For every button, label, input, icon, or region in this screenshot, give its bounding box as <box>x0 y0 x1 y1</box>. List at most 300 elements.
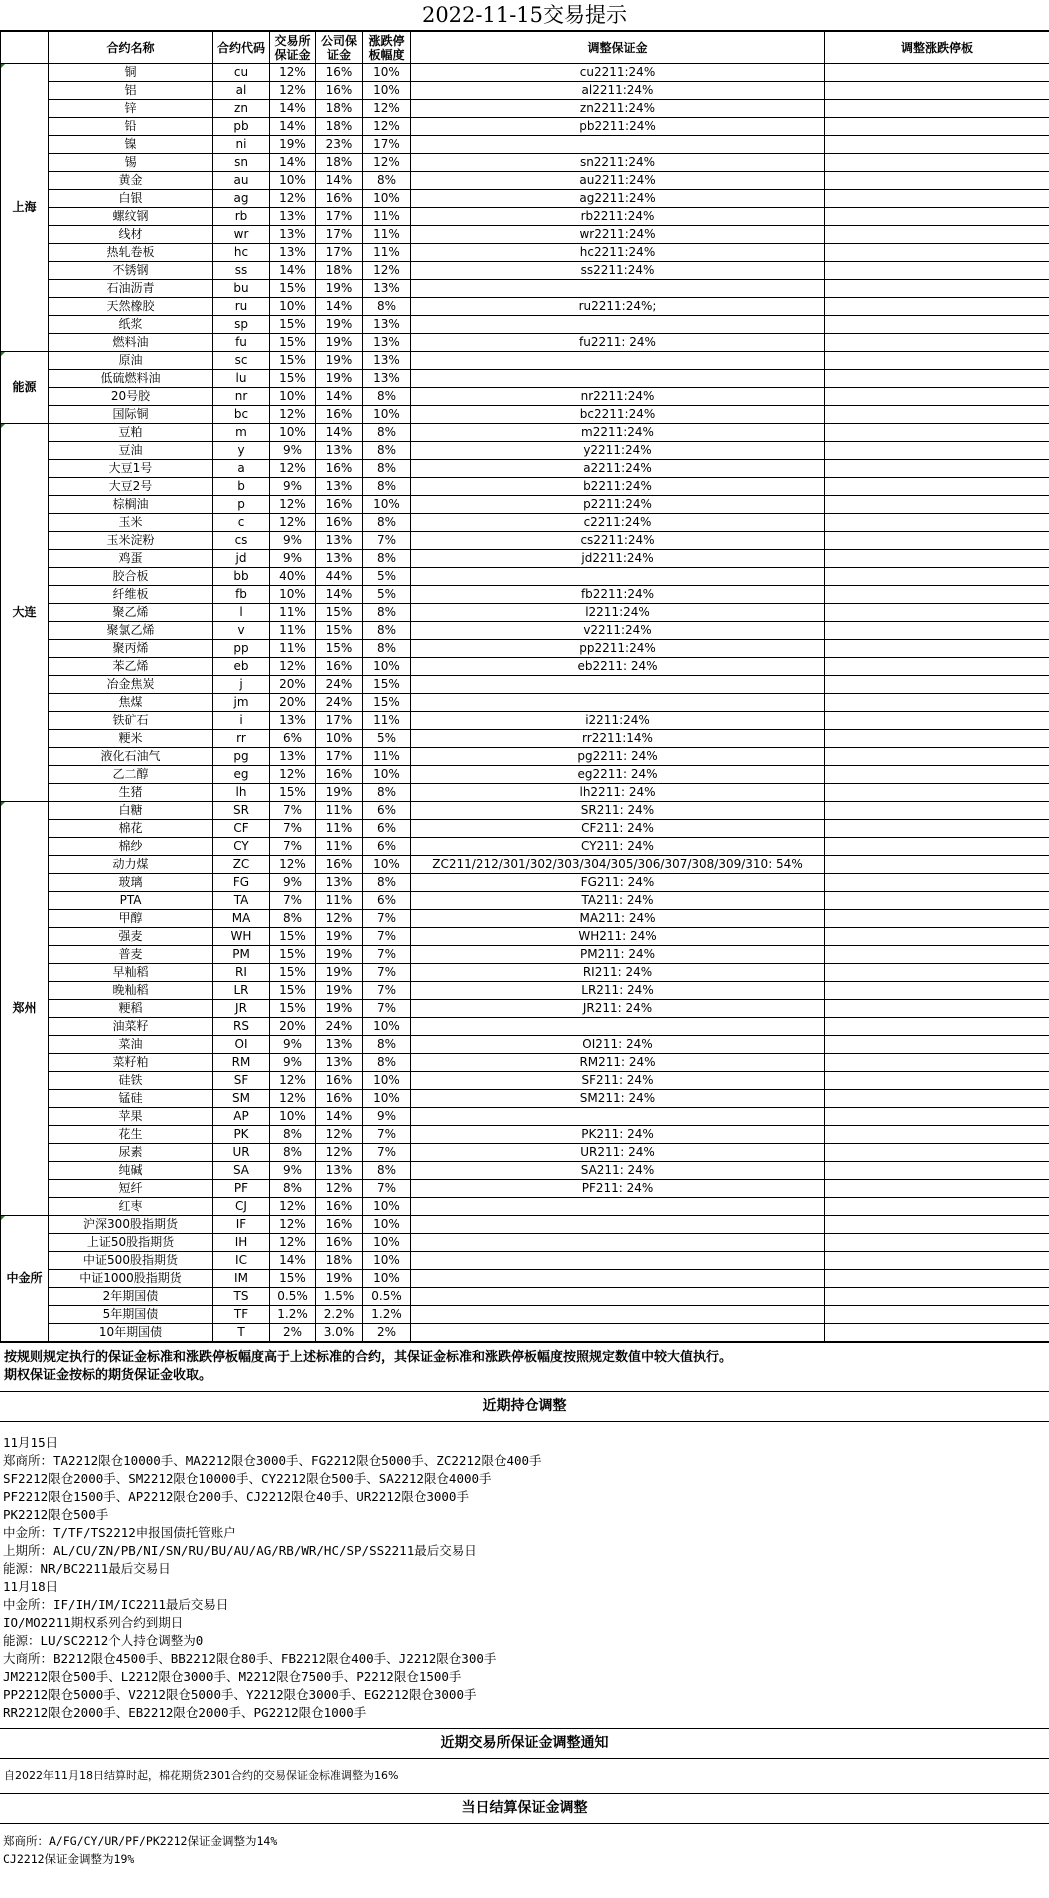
contract-name-cell: 纯碱 <box>49 1162 213 1180</box>
exchange-margin-cell: 11% <box>270 640 316 658</box>
contract-name-cell: 液化石油气 <box>49 748 213 766</box>
exchange-margin-cell: 15% <box>270 784 316 802</box>
exchange-notice-text: 自2022年11月18日结算时起，棉花期货2301合约的交易保证金标准调整为16% <box>4 1769 399 1782</box>
exchange-margin-cell: 2% <box>270 1324 316 1342</box>
contract-name-cell: 铝 <box>49 82 213 100</box>
adjusted-margin-cell: PK211: 24% <box>411 1126 825 1144</box>
table-row <box>1 226 1049 244</box>
contract-name-cell: 上证50股指期货 <box>49 1234 213 1252</box>
contract-code-cell: eg <box>213 766 270 784</box>
contract-name-cell: 苹果 <box>49 1108 213 1126</box>
contract-code-cell: CY <box>213 838 270 856</box>
company-margin-cell: 19% <box>316 784 363 802</box>
adjusted-limit-cell <box>825 748 1049 766</box>
exchange-label: 大连 <box>1 424 49 802</box>
exchange-margin-cell: 20% <box>270 694 316 712</box>
price-limit-cell: 10% <box>363 1252 411 1270</box>
adjusted-margin-cell <box>411 1018 825 1036</box>
contract-code-cell: cu <box>213 64 270 82</box>
adjusted-margin-cell <box>411 352 825 370</box>
contract-code-cell: pb <box>213 118 270 136</box>
adjusted-limit-cell <box>825 226 1049 244</box>
adjusted-limit-cell <box>825 352 1049 370</box>
contract-code-cell: ZC <box>213 856 270 874</box>
price-limit-cell: 12% <box>363 262 411 280</box>
contract-code-cell: T <box>213 1324 270 1342</box>
price-limit-cell: 10% <box>363 406 411 424</box>
adjusted-margin-cell: ru2211:24%; <box>411 298 825 316</box>
price-limit-cell: 8% <box>363 298 411 316</box>
price-limit-cell: 11% <box>363 748 411 766</box>
adjusted-limit-cell <box>825 856 1049 874</box>
exchange-margin-cell: 10% <box>270 172 316 190</box>
price-limit-cell: 8% <box>363 784 411 802</box>
exchange-margin-cell: 6% <box>270 730 316 748</box>
adjusted-limit-cell <box>825 1252 1049 1270</box>
exchange-margin-cell: 12% <box>270 1072 316 1090</box>
adjusted-margin-cell <box>411 1270 825 1288</box>
company-margin-cell: 10% <box>316 730 363 748</box>
contract-name-cell: 大豆1号 <box>49 460 213 478</box>
table-row <box>1 874 1049 892</box>
exchange-margin-cell: 10% <box>270 586 316 604</box>
table-row <box>1 1324 1049 1342</box>
adjusted-margin-cell <box>411 370 825 388</box>
contract-name-cell: 中证500股指期货 <box>49 1252 213 1270</box>
price-limit-cell: 13% <box>363 280 411 298</box>
price-limit-cell: 8% <box>363 1036 411 1054</box>
position-adjust-content <box>0 1422 1049 1728</box>
price-limit-cell: 1.2% <box>363 1306 411 1324</box>
company-margin-cell: 18% <box>316 1252 363 1270</box>
company-margin-cell: 18% <box>316 100 363 118</box>
price-limit-cell: 11% <box>363 244 411 262</box>
contract-name-cell: 聚丙烯 <box>49 640 213 658</box>
exchange-margin-cell: 9% <box>270 1054 316 1072</box>
adjusted-limit-cell <box>825 676 1049 694</box>
exchange-margin-cell: 13% <box>270 244 316 262</box>
position-adjust-line: PK2212限仓500手 <box>3 1507 109 1522</box>
contract-name-cell: 粳米 <box>49 730 213 748</box>
contract-name-cell: 锡 <box>49 154 213 172</box>
adjusted-limit-cell <box>825 712 1049 730</box>
price-limit-cell: 11% <box>363 712 411 730</box>
exchange-margin-cell: 7% <box>270 820 316 838</box>
adjusted-limit-cell <box>825 1144 1049 1162</box>
adjusted-limit-cell <box>825 1288 1049 1306</box>
price-limit-cell: 7% <box>363 946 411 964</box>
company-margin-cell: 14% <box>316 172 363 190</box>
adjusted-margin-cell: sn2211:24% <box>411 154 825 172</box>
exchange-margin-cell: 14% <box>270 100 316 118</box>
adjusted-limit-cell <box>825 766 1049 784</box>
adjusted-limit-cell <box>825 64 1049 82</box>
price-limit-cell: 7% <box>363 910 411 928</box>
price-limit-cell: 2% <box>363 1324 411 1342</box>
table-row <box>1 892 1049 910</box>
contract-name-cell: 原油 <box>49 352 213 370</box>
table-row <box>1 730 1049 748</box>
settlement-adjust-heading: 当日结算保证金调整 <box>0 1793 1049 1824</box>
exchange-margin-cell: 1.2% <box>270 1306 316 1324</box>
contract-code-cell: UR <box>213 1144 270 1162</box>
exchange-margin-cell: 20% <box>270 676 316 694</box>
contract-name-cell: 普麦 <box>49 946 213 964</box>
adjusted-margin-cell: ag2211:24% <box>411 190 825 208</box>
adjusted-margin-cell: fu2211: 24% <box>411 334 825 352</box>
company-margin-cell: 16% <box>316 514 363 532</box>
table-row <box>1 910 1049 928</box>
contract-name-cell: 石油沥青 <box>49 280 213 298</box>
contract-code-cell: FG <box>213 874 270 892</box>
table-row <box>1 118 1049 136</box>
contract-code-cell: fu <box>213 334 270 352</box>
adjusted-limit-cell <box>825 316 1049 334</box>
contract-code-cell: pp <box>213 640 270 658</box>
adjusted-margin-cell: a2211:24% <box>411 460 825 478</box>
exchange-label: 上海 <box>1 64 49 352</box>
adjusted-margin-cell: PF211: 24% <box>411 1180 825 1198</box>
contract-code-cell: sc <box>213 352 270 370</box>
settlement-adjust-content <box>0 1824 1049 1874</box>
adjusted-limit-cell <box>825 1180 1049 1198</box>
adjusted-margin-cell: au2211:24% <box>411 172 825 190</box>
adjusted-margin-cell <box>411 136 825 154</box>
table-row <box>1 1234 1049 1252</box>
company-margin-cell: 14% <box>316 298 363 316</box>
adjusted-margin-cell: ss2211:24% <box>411 262 825 280</box>
company-margin-cell: 16% <box>316 1090 363 1108</box>
table-row <box>1 622 1049 640</box>
adjusted-limit-cell <box>825 478 1049 496</box>
adjusted-limit-cell <box>825 784 1049 802</box>
exchange-margin-cell: 12% <box>270 460 316 478</box>
table-row <box>1 1126 1049 1144</box>
exchange-margin-cell: 15% <box>270 280 316 298</box>
position-adjust-line: JM2212限仓500手、L2212限仓3000手、M2212限仓7500手、P2212限仓1500手 <box>3 1669 462 1684</box>
exchange-margin-cell: 11% <box>270 622 316 640</box>
table-row <box>1 460 1049 478</box>
table-row <box>1 1162 1049 1180</box>
contract-name-cell: 纤维板 <box>49 586 213 604</box>
adjusted-limit-cell <box>825 820 1049 838</box>
price-limit-cell: 10% <box>363 1090 411 1108</box>
exchange-margin-cell: 15% <box>270 946 316 964</box>
company-margin-cell: 16% <box>316 190 363 208</box>
exchange-margin-cell: 12% <box>270 496 316 514</box>
price-limit-cell: 10% <box>363 82 411 100</box>
company-margin-cell: 13% <box>316 550 363 568</box>
table-row <box>1 388 1049 406</box>
table-row <box>1 1072 1049 1090</box>
adjusted-margin-cell: zn2211:24% <box>411 100 825 118</box>
exchange-margin-cell: 12% <box>270 766 316 784</box>
company-margin-cell: 15% <box>316 622 363 640</box>
contract-code-cell: i <box>213 712 270 730</box>
adjusted-limit-cell <box>825 1054 1049 1072</box>
contract-name-cell: 粳稻 <box>49 1000 213 1018</box>
company-margin-cell: 11% <box>316 892 363 910</box>
company-margin-cell: 16% <box>316 460 363 478</box>
contract-code-cell: IH <box>213 1234 270 1252</box>
adjusted-limit-cell <box>825 622 1049 640</box>
exchange-margin-cell: 12% <box>270 514 316 532</box>
adjusted-limit-cell <box>825 1162 1049 1180</box>
exchange-margin-cell: 15% <box>270 964 316 982</box>
adjusted-margin-cell: JR211: 24% <box>411 1000 825 1018</box>
exchange-margin-cell: 11% <box>270 604 316 622</box>
adjusted-margin-cell: eg2211: 24% <box>411 766 825 784</box>
exchange-margin-cell: 13% <box>270 712 316 730</box>
contract-name-cell: 5年期国债 <box>49 1306 213 1324</box>
price-limit-cell: 10% <box>363 1018 411 1036</box>
adjusted-limit-cell <box>825 298 1049 316</box>
contract-name-cell: 热轧卷板 <box>49 244 213 262</box>
company-margin-cell: 16% <box>316 496 363 514</box>
contract-code-cell: TS <box>213 1288 270 1306</box>
exchange-margin-cell: 12% <box>270 1198 316 1216</box>
adjusted-margin-cell: PM211: 24% <box>411 946 825 964</box>
contract-code-cell: au <box>213 172 270 190</box>
contract-code-cell: PF <box>213 1180 270 1198</box>
table-row <box>1 424 1049 442</box>
price-limit-cell: 13% <box>363 370 411 388</box>
contract-name-cell: 棉纱 <box>49 838 213 856</box>
adjusted-margin-cell: eb2211: 24% <box>411 658 825 676</box>
adjusted-margin-cell: RI211: 24% <box>411 964 825 982</box>
company-margin-cell: 16% <box>316 1234 363 1252</box>
contract-code-cell: rb <box>213 208 270 226</box>
table-row <box>1 1108 1049 1126</box>
page-title: 2022-11-15交易提示 <box>0 0 1049 31</box>
adjusted-margin-cell: RM211: 24% <box>411 1054 825 1072</box>
exchange-margin-cell: 8% <box>270 1180 316 1198</box>
settlement-adjust-line: 郑商所：A/FG/CY/UR/PF/PK2212保证金调整为14% <box>3 1834 278 1848</box>
adjusted-limit-cell <box>825 532 1049 550</box>
company-margin-cell: 16% <box>316 64 363 82</box>
exchange-margin-cell: 9% <box>270 1162 316 1180</box>
contract-code-cell: eb <box>213 658 270 676</box>
table-row <box>1 262 1049 280</box>
contract-code-cell: sn <box>213 154 270 172</box>
exchange-margin-cell: 9% <box>270 550 316 568</box>
adjusted-limit-cell <box>825 388 1049 406</box>
table-row <box>1 964 1049 982</box>
exchange-margin-cell: 15% <box>270 334 316 352</box>
adjusted-limit-cell <box>825 1324 1049 1342</box>
company-margin-cell: 17% <box>316 226 363 244</box>
contract-code-cell: l <box>213 604 270 622</box>
table-row <box>1 928 1049 946</box>
exchange-margin-cell: 15% <box>270 928 316 946</box>
price-limit-cell: 7% <box>363 1000 411 1018</box>
table-row <box>1 784 1049 802</box>
contract-code-cell: v <box>213 622 270 640</box>
company-margin-cell: 15% <box>316 604 363 622</box>
adjusted-limit-cell <box>825 730 1049 748</box>
adjusted-limit-cell <box>825 208 1049 226</box>
adjusted-margin-cell: pb2211:24% <box>411 118 825 136</box>
company-margin-cell: 11% <box>316 838 363 856</box>
adjusted-margin-cell <box>411 1216 825 1234</box>
price-limit-cell: 10% <box>363 1072 411 1090</box>
company-margin-cell: 16% <box>316 1198 363 1216</box>
contract-code-cell: a <box>213 460 270 478</box>
company-margin-cell: 24% <box>316 694 363 712</box>
exchange-margin-cell: 14% <box>270 118 316 136</box>
table-row <box>1 1036 1049 1054</box>
exchange-label: 中金所 <box>1 1216 49 1342</box>
adjusted-limit-cell <box>825 118 1049 136</box>
price-limit-cell: 8% <box>363 442 411 460</box>
contract-name-cell: 苯乙烯 <box>49 658 213 676</box>
contract-code-cell: nr <box>213 388 270 406</box>
exchange-margin-cell: 14% <box>270 154 316 172</box>
contract-name-cell: 白糖 <box>49 802 213 820</box>
adjusted-margin-cell: bc2211:24% <box>411 406 825 424</box>
position-adjust-line: 中金所：T/TF/TS2212申报国债托管账户 <box>3 1525 236 1540</box>
price-limit-cell: 5% <box>363 730 411 748</box>
contract-code-cell: c <box>213 514 270 532</box>
contract-code-cell: p <box>213 496 270 514</box>
price-limit-cell: 8% <box>363 874 411 892</box>
exchange-margin-cell: 12% <box>270 190 316 208</box>
position-adjust-line: PF2212限仓1500手、AP2212限仓200手、CJ2212限仓40手、UR2212限仓3000手 <box>3 1489 469 1504</box>
adjusted-margin-cell: cs2211:24% <box>411 532 825 550</box>
contract-code-cell: IM <box>213 1270 270 1288</box>
adjusted-margin-cell <box>411 1198 825 1216</box>
contract-code-cell: sp <box>213 316 270 334</box>
contract-name-cell: 棉花 <box>49 820 213 838</box>
position-adjust-line: 大商所：B2212限仓4500手、BB2212限仓80手、FB2212限仓400手、J2212限仓300手 <box>3 1651 497 1666</box>
adjusted-margin-cell: hc2211:24% <box>411 244 825 262</box>
adjusted-margin-cell <box>411 1306 825 1324</box>
table-row <box>1 802 1049 820</box>
company-margin-cell: 18% <box>316 118 363 136</box>
company-margin-cell: 14% <box>316 586 363 604</box>
price-limit-cell: 8% <box>363 604 411 622</box>
contract-name-cell: 不锈钢 <box>49 262 213 280</box>
price-limit-cell: 12% <box>363 100 411 118</box>
contract-code-cell: PK <box>213 1126 270 1144</box>
contract-name-cell: 线材 <box>49 226 213 244</box>
table-row <box>1 172 1049 190</box>
contract-name-cell: 胶合板 <box>49 568 213 586</box>
adjusted-margin-cell: SF211: 24% <box>411 1072 825 1090</box>
company-margin-cell: 13% <box>316 1054 363 1072</box>
adjusted-limit-cell <box>825 514 1049 532</box>
price-limit-cell: 10% <box>363 658 411 676</box>
adjusted-margin-cell: TA211: 24% <box>411 892 825 910</box>
table-row <box>1 154 1049 172</box>
adjusted-limit-cell <box>825 838 1049 856</box>
price-limit-cell: 8% <box>363 424 411 442</box>
price-limit-cell: 13% <box>363 334 411 352</box>
company-margin-cell: 17% <box>316 208 363 226</box>
price-limit-cell: 10% <box>363 496 411 514</box>
table-row <box>1 244 1049 262</box>
table-row <box>1 1000 1049 1018</box>
company-margin-cell: 19% <box>316 334 363 352</box>
contract-code-cell: AP <box>213 1108 270 1126</box>
adjusted-limit-cell <box>825 910 1049 928</box>
company-margin-cell: 11% <box>316 802 363 820</box>
contract-code-cell: SM <box>213 1090 270 1108</box>
contract-name-cell: 纸浆 <box>49 316 213 334</box>
contract-name-cell: 早籼稻 <box>49 964 213 982</box>
price-limit-cell: 10% <box>363 64 411 82</box>
contract-name-cell: 红枣 <box>49 1198 213 1216</box>
contract-code-cell: LR <box>213 982 270 1000</box>
company-margin-cell: 1.5% <box>316 1288 363 1306</box>
contract-name-cell: 天然橡胶 <box>49 298 213 316</box>
price-limit-cell: 6% <box>363 838 411 856</box>
adjusted-limit-cell <box>825 154 1049 172</box>
adjusted-limit-cell <box>825 496 1049 514</box>
contract-code-cell: jd <box>213 550 270 568</box>
contract-name-cell: 鸡蛋 <box>49 550 213 568</box>
contract-name-cell: 大豆2号 <box>49 478 213 496</box>
exchange-margin-cell: 13% <box>270 208 316 226</box>
column-header: 涨跌停板幅度 <box>363 32 411 64</box>
table-row <box>1 352 1049 370</box>
company-margin-cell: 19% <box>316 1270 363 1288</box>
contract-code-cell: ss <box>213 262 270 280</box>
price-limit-cell: 15% <box>363 676 411 694</box>
contract-code-cell: ru <box>213 298 270 316</box>
table-row <box>1 316 1049 334</box>
exchange-margin-cell: 7% <box>270 892 316 910</box>
adjusted-margin-cell: cu2211:24% <box>411 64 825 82</box>
contract-code-cell: hc <box>213 244 270 262</box>
exchange-margin-cell: 8% <box>270 1144 316 1162</box>
company-margin-cell: 17% <box>316 748 363 766</box>
exchange-label: 郑州 <box>1 802 49 1216</box>
adjusted-margin-cell: i2211:24% <box>411 712 825 730</box>
adjusted-margin-cell: rb2211:24% <box>411 208 825 226</box>
contract-name-cell: 聚氯乙烯 <box>49 622 213 640</box>
exchange-margin-cell: 12% <box>270 82 316 100</box>
adjusted-limit-cell <box>825 1000 1049 1018</box>
adjusted-limit-cell <box>825 1018 1049 1036</box>
adjusted-margin-cell: p2211:24% <box>411 496 825 514</box>
adjusted-margin-cell: MA211: 24% <box>411 910 825 928</box>
adjusted-limit-cell <box>825 262 1049 280</box>
adjusted-limit-cell <box>825 946 1049 964</box>
table-row <box>1 1252 1049 1270</box>
contract-code-cell: RI <box>213 964 270 982</box>
exchange-margin-cell: 15% <box>270 316 316 334</box>
contract-code-cell: pg <box>213 748 270 766</box>
exchange-margin-cell: 19% <box>270 136 316 154</box>
company-margin-cell: 24% <box>316 676 363 694</box>
exchange-margin-cell: 15% <box>270 352 316 370</box>
exchange-margin-cell: 9% <box>270 532 316 550</box>
table-row <box>1 298 1049 316</box>
adjusted-margin-cell <box>411 694 825 712</box>
contract-name-cell: 乙二醇 <box>49 766 213 784</box>
table-header-row <box>1 32 1049 64</box>
contract-name-cell: 油菜籽 <box>49 1018 213 1036</box>
company-margin-cell: 16% <box>316 1072 363 1090</box>
price-limit-cell: 8% <box>363 478 411 496</box>
contract-name-cell: 白银 <box>49 190 213 208</box>
adjusted-margin-cell: ZC211/212/301/302/303/304/305/306/307/308/309/310: 54% <box>411 856 825 874</box>
price-limit-cell: 8% <box>363 388 411 406</box>
contract-code-cell: SR <box>213 802 270 820</box>
contract-name-cell: 低硫燃料油 <box>49 370 213 388</box>
table-row <box>1 712 1049 730</box>
